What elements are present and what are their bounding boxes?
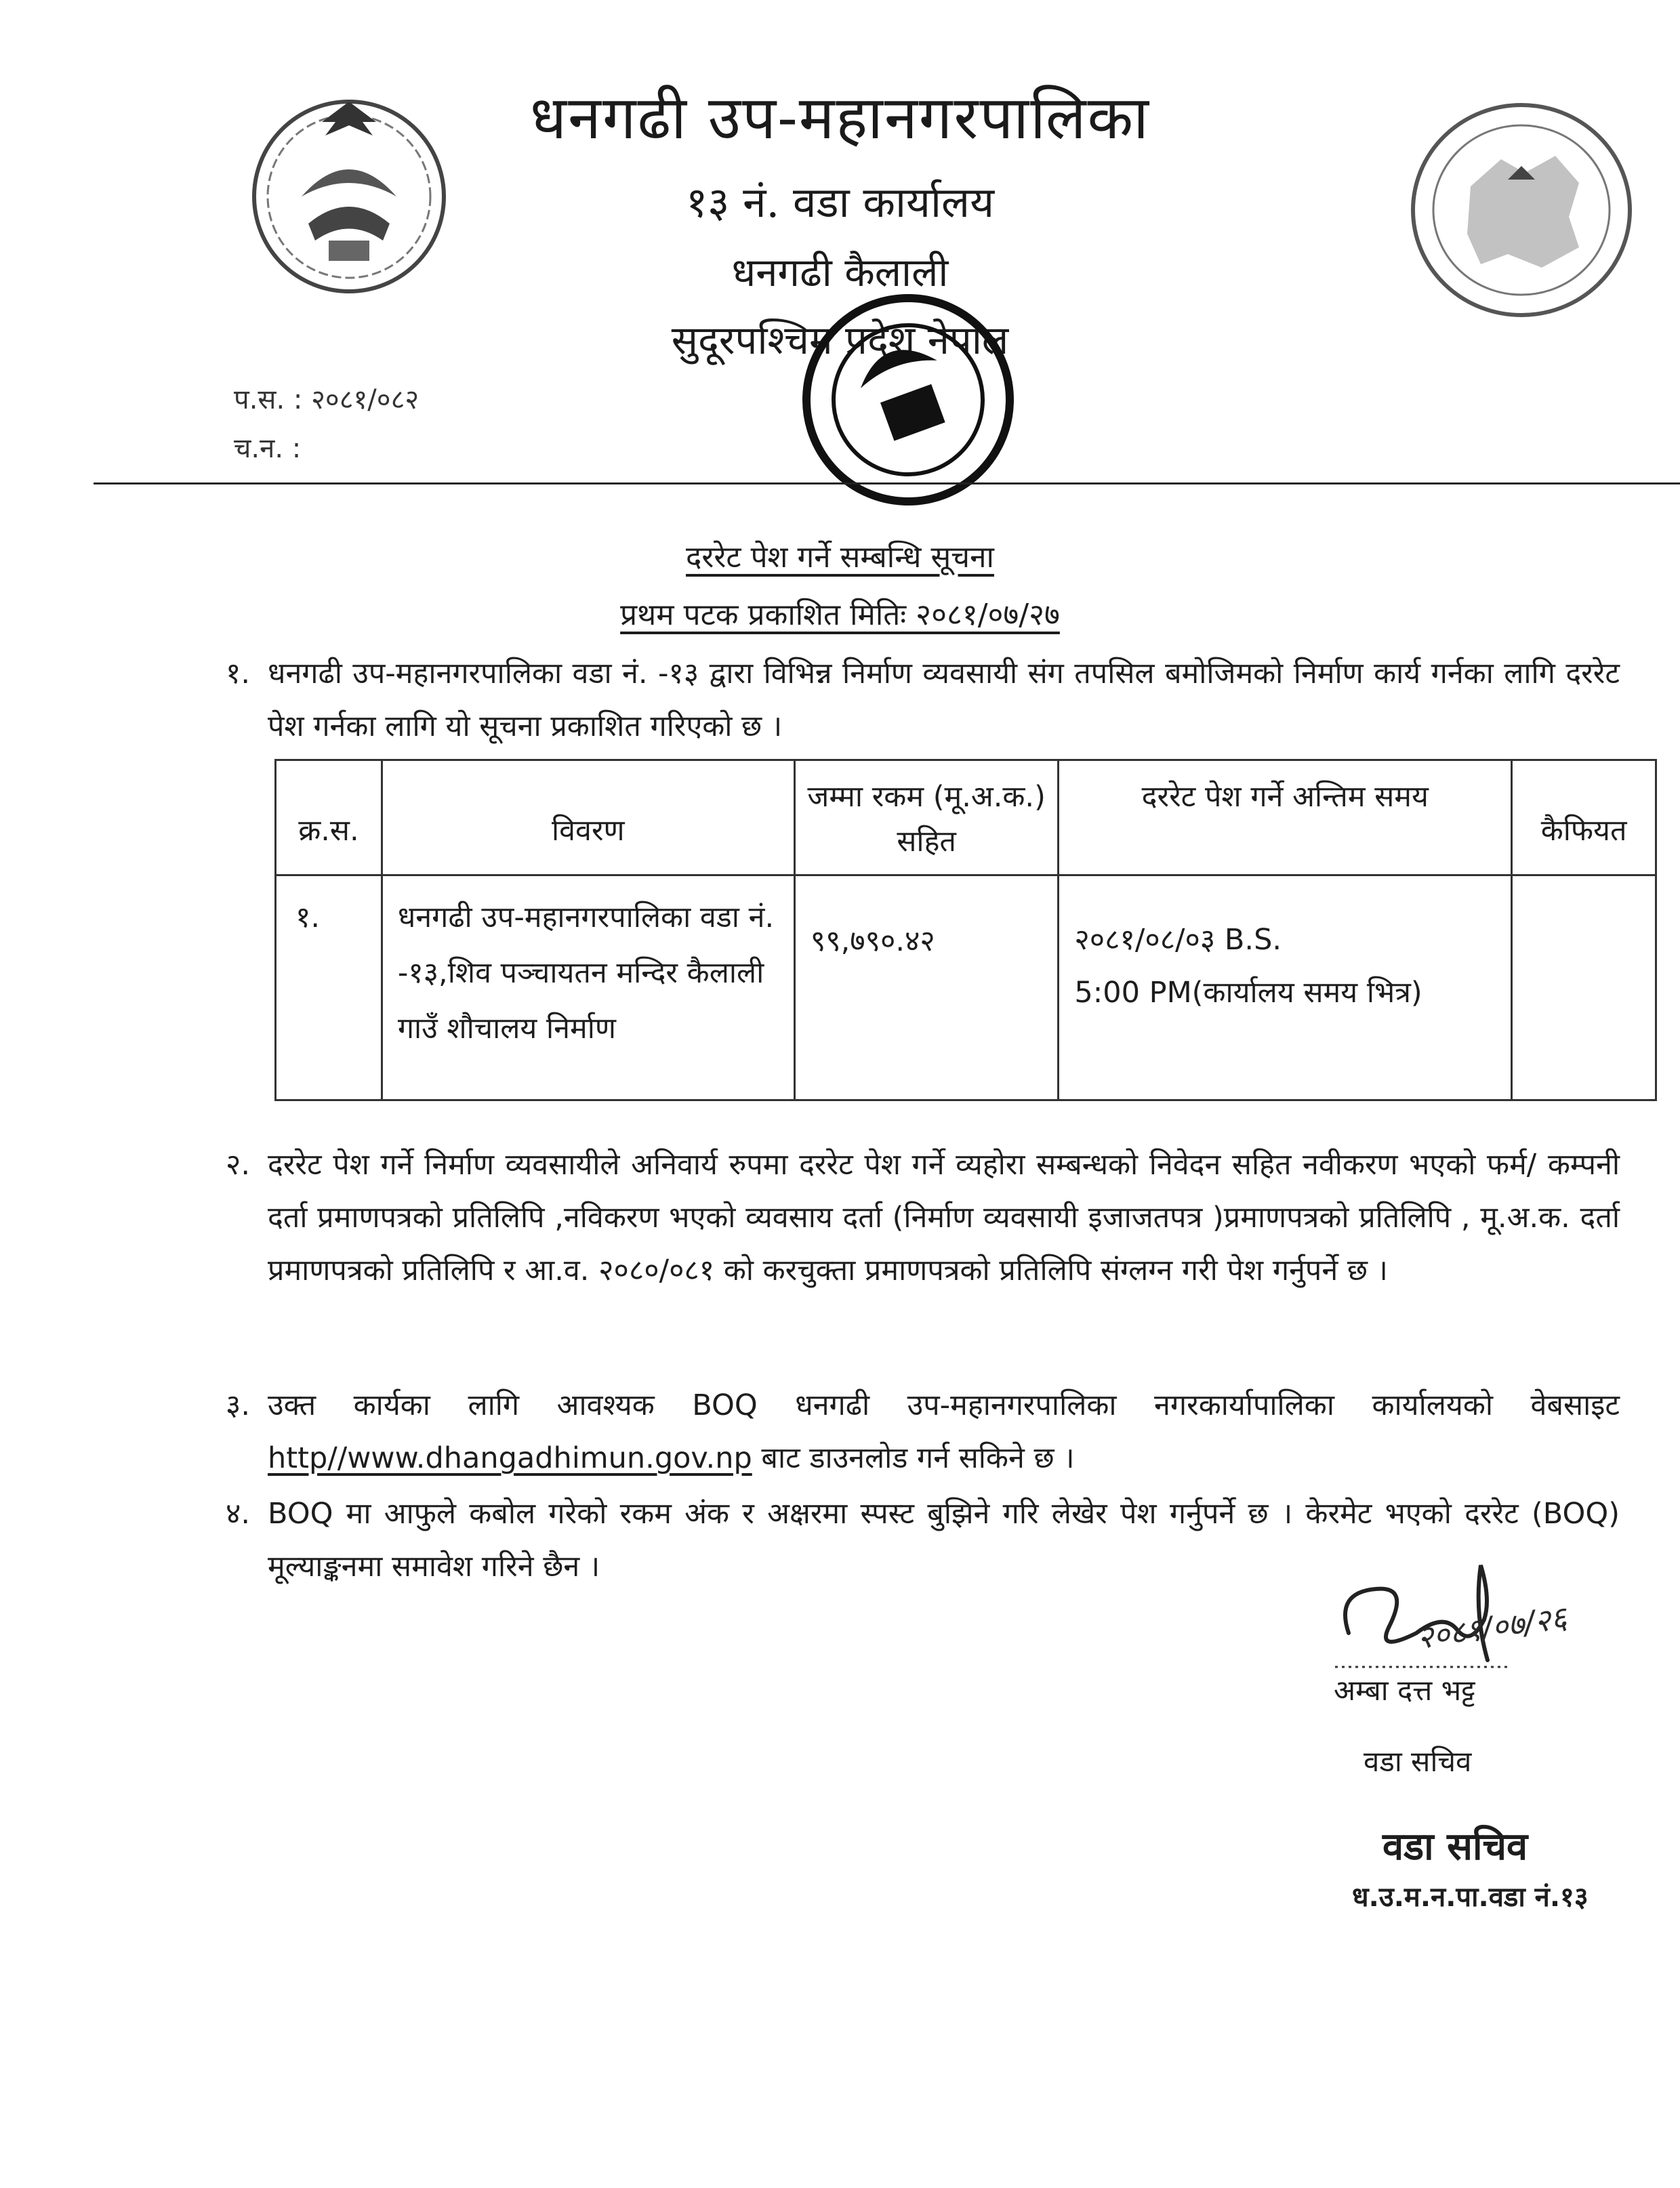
signer-title: वडा सचिव — [1364, 1745, 1472, 1778]
stamp-title: वडा सचिव — [1382, 1824, 1528, 1869]
header-deadline: दररेट पेश गर्ने अन्तिम समय — [1059, 760, 1512, 875]
district-line: धनगढी कैलाली — [731, 249, 949, 295]
paragraph-2 — [226, 1138, 1620, 1297]
cell-description: धनगढी उप-महानगरपालिका वडा नं. -१३,शिव पञ्चायतन मन्दिर कैलाली गाउँ शौचालय निर्माण — [382, 875, 794, 1100]
paragraph-2-text: दररेट पेश गर्ने निर्माण व्यवसायीले अनिवार्य रुपमा दररेट पेश गर्ने व्यहोरा सम्बन्धको निवेदन सहित नवीकरण भएको फर्म/ कम्पनी दर्ता प्रमाणपत्रको प्रतिलिपि ,नविकरण भएको व्यवसाय दर्ता (निर्माण व्यवसायी इजाजतपत्र )प्रमाणपत्रको प्रतिलिपि , मू.अ.क. दर्ता प्रमाणपत्रको प्रतिलिपि र आ.व. २०८०/०८१ को करचुक्ता प्रमाणपत्रको प्रतिलिपि संग्लग्न गरी पेश गर्नुपर्ने छ । — [268, 1148, 1620, 1287]
header-amount: जम्मा रकम (मू.अ.क.) सहित — [794, 760, 1059, 875]
stamp-office: ध.उ.म.न.पा.वडा नं.१३ — [1352, 1882, 1589, 1913]
dispatch-number-label: च.न. : — [234, 433, 302, 464]
paragraph-3-number: ३. — [226, 1388, 251, 1422]
header-serial: क्र.स. — [276, 760, 382, 875]
table-header-row — [276, 760, 1656, 875]
reference-label: प.स. : — [234, 384, 303, 415]
paragraph-3-text-b: बाट डाउनलोड गर्न सकिने छ । — [761, 1441, 1075, 1475]
publish-date-text: प्रथम पटक प्रकाशित मितिः २०८१/०७/२७ — [620, 598, 1060, 632]
signature-date: २०८१/०७/२६ — [1414, 1598, 1570, 1657]
org-title: धनगढी उप-महानगरपालिका — [530, 83, 1150, 152]
header-divider — [94, 482, 1680, 484]
cell-deadline — [1059, 875, 1512, 1100]
paragraph-1 — [226, 647, 1620, 753]
paragraph-1-text: धनगढी उप-महानगरपालिका वडा नं. -१३ द्वारा विभिन्न निर्माण व्यवसायी संग तपसिल बमोजिमको निर्माण कार्य गर्नका लागि दररेट पेश गर्नका लागि यो सूचना प्रकाशित गरिएको छ । — [268, 657, 1620, 743]
paragraph-3-text-a: उक्त कार्यका लागि आवश्यक BOQ धनगढी उप-महानगरपालिका नगरकार्यापालिका कार्यालयको वेबसाइट — [268, 1388, 1620, 1422]
ward-office-title: १३ नं. वडा कार्यालय — [685, 178, 995, 227]
province-line: सुदूरपश्चिम प्रदेश नेपाल — [671, 317, 1009, 363]
table-row — [276, 875, 1656, 1100]
cell-serial: १. — [276, 875, 382, 1100]
reference-number — [234, 379, 419, 417]
header-remarks: कैफियत — [1512, 760, 1656, 875]
paragraph-4-text: BOQ मा आफुले कबोल गरेको रकम अंक र अक्षरमा स्पस्ट बुझिने गरि लेखेर पेश गर्नुपर्ने छ । केरमेट भएको दररेट (BOQ) मूल्याङ्कनमा समावेश गरिने छैन । — [268, 1497, 1620, 1584]
header-description: विवरण — [382, 760, 794, 875]
reference-value: २०८१/०८२ — [311, 384, 419, 415]
deadline-time: 5:00 PM(कार्यालय समय भित्र) — [1074, 976, 1422, 1010]
publish-date — [0, 593, 1680, 634]
paragraph-4-number: ४. — [226, 1497, 251, 1531]
paragraph-3 — [226, 1379, 1620, 1485]
ward-office-stamp-icon — [779, 271, 1037, 529]
cell-amount: ९९,७९०.४२ — [794, 875, 1059, 1100]
tender-table — [274, 759, 1657, 1101]
website-link[interactable]: http//www.dhangadhimun.gov.np — [268, 1441, 752, 1475]
deadline-date: २०८१/०८/०३ B.S. — [1074, 923, 1282, 957]
notice-title-text: दररेट पेश गर्ने सम्बन्धि सूचना — [686, 540, 994, 575]
paragraph-2-number: २. — [226, 1148, 251, 1182]
cell-remarks — [1512, 875, 1656, 1100]
notice-title — [0, 535, 1680, 576]
signer-name: अम्बा दत्त भट्ट — [1334, 1674, 1475, 1707]
paragraph-1-number: १. — [226, 657, 251, 690]
